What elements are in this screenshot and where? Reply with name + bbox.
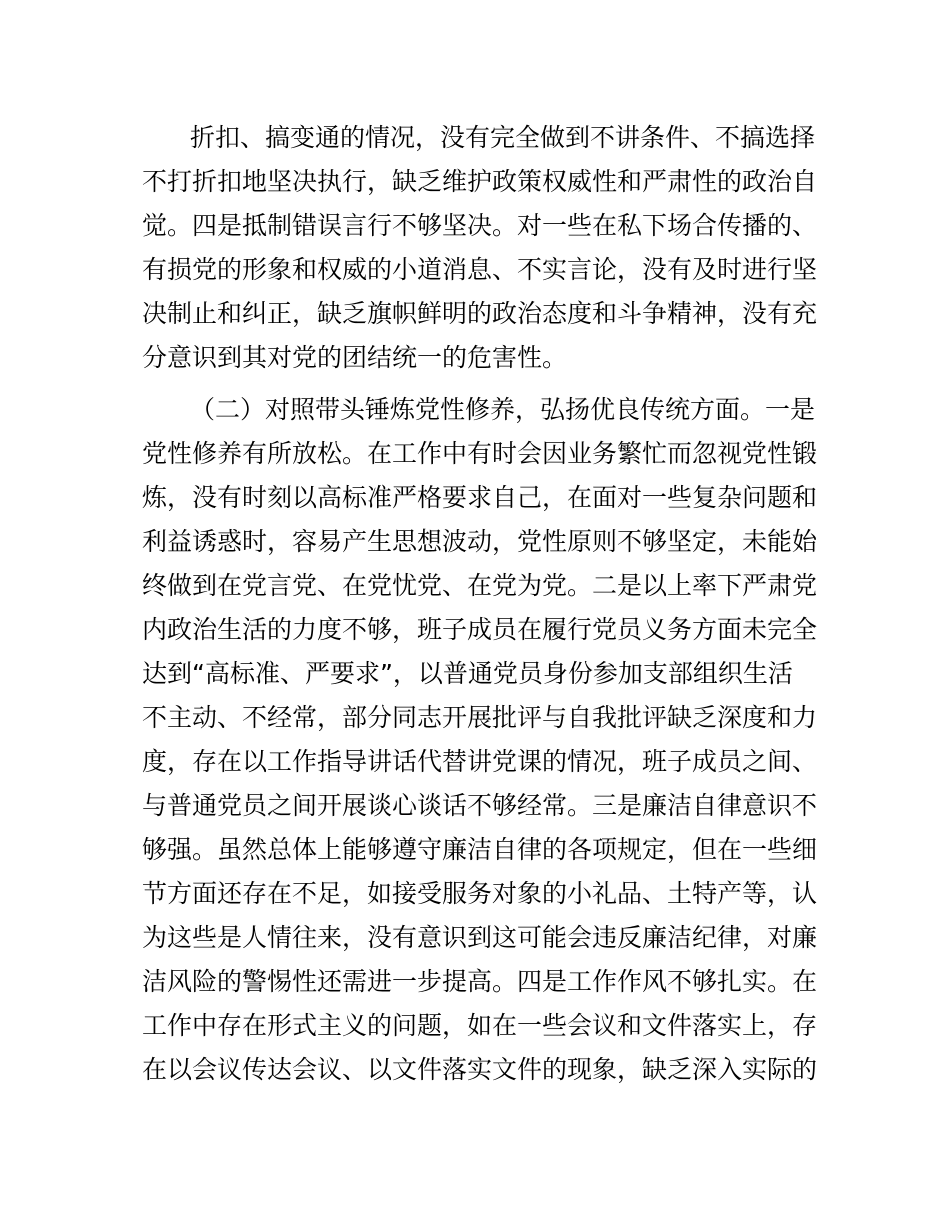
text-line: 炼，没有时刻以高标准严格要求自己，在面对一些复杂问题和 xyxy=(142,483,818,512)
text-line: 为这些是人情往来，没有意识到这可能会违反廉洁纪律，对廉 xyxy=(142,923,818,952)
text-line: 决制止和纠正，缺乏旗帜鲜明的政治态度和斗争精神，没有充 xyxy=(142,299,818,328)
text-line: 党性修养有所放松。在工作中有时会因业务繁忙而忽视党性锻 xyxy=(142,439,818,468)
text-line: 达到“高标准、严要求”，以普通党员身份参加支部组织生活 xyxy=(142,659,793,688)
text-line: 与普通党员之间开展谈心谈话不够经常。三是廉洁自律意识不 xyxy=(142,791,818,820)
text-line: 利益诱惑时，容易产生思想波动，党性原则不够坚定，未能始 xyxy=(142,527,818,556)
text-line: 洁风险的警惕性还需进一步提高。四是工作作风不够扎实。在 xyxy=(142,967,818,996)
text-line: 节方面还存在不足，如接受服务对象的小礼品、土特产等，认 xyxy=(142,879,818,908)
text-line: 工作中存在形式主义的问题，如在一些会议和文件落实上，存 xyxy=(142,1011,818,1040)
text-line: 度，存在以工作指导讲话代替讲党课的情况，班子成员之间、 xyxy=(142,747,818,776)
text-line: 觉。四是抵制错误言行不够坚决。对一些在私下场合传播的、 xyxy=(142,211,818,240)
text-line: 折扣、搞变通的情况，没有完全做到不讲条件、不搞选择 xyxy=(190,123,816,152)
text-line: 分意识到其对党的团结统一的危害性。 xyxy=(142,343,568,372)
text-line: 在以会议传达会议、以文件落实文件的现象，缺乏深入实际的 xyxy=(142,1055,818,1084)
text-line: 够强。虽然总体上能够遵守廉洁自律的各项规定，但在一些细 xyxy=(142,835,818,864)
text-line: 有损党的形象和权威的小道消息、不实言论，没有及时进行坚 xyxy=(142,255,818,284)
text-line: 终做到在党言党、在党忧党、在党为党。二是以上率下严肃党 xyxy=(142,571,818,600)
text-line: 不主动、不经常，部分同志开展批评与自我批评缺乏深度和力 xyxy=(142,703,818,732)
text-line: 不打折扣地坚决执行，缺乏维护政策权威性和严肃性的政治自 xyxy=(142,167,818,196)
text-line: 内政治生活的力度不够，班子成员在履行党员义务方面未完全 xyxy=(142,615,818,644)
section-heading-line: （二）对照带头锤炼党性修养，弘扬优良传统方面。一是 xyxy=(190,395,816,424)
